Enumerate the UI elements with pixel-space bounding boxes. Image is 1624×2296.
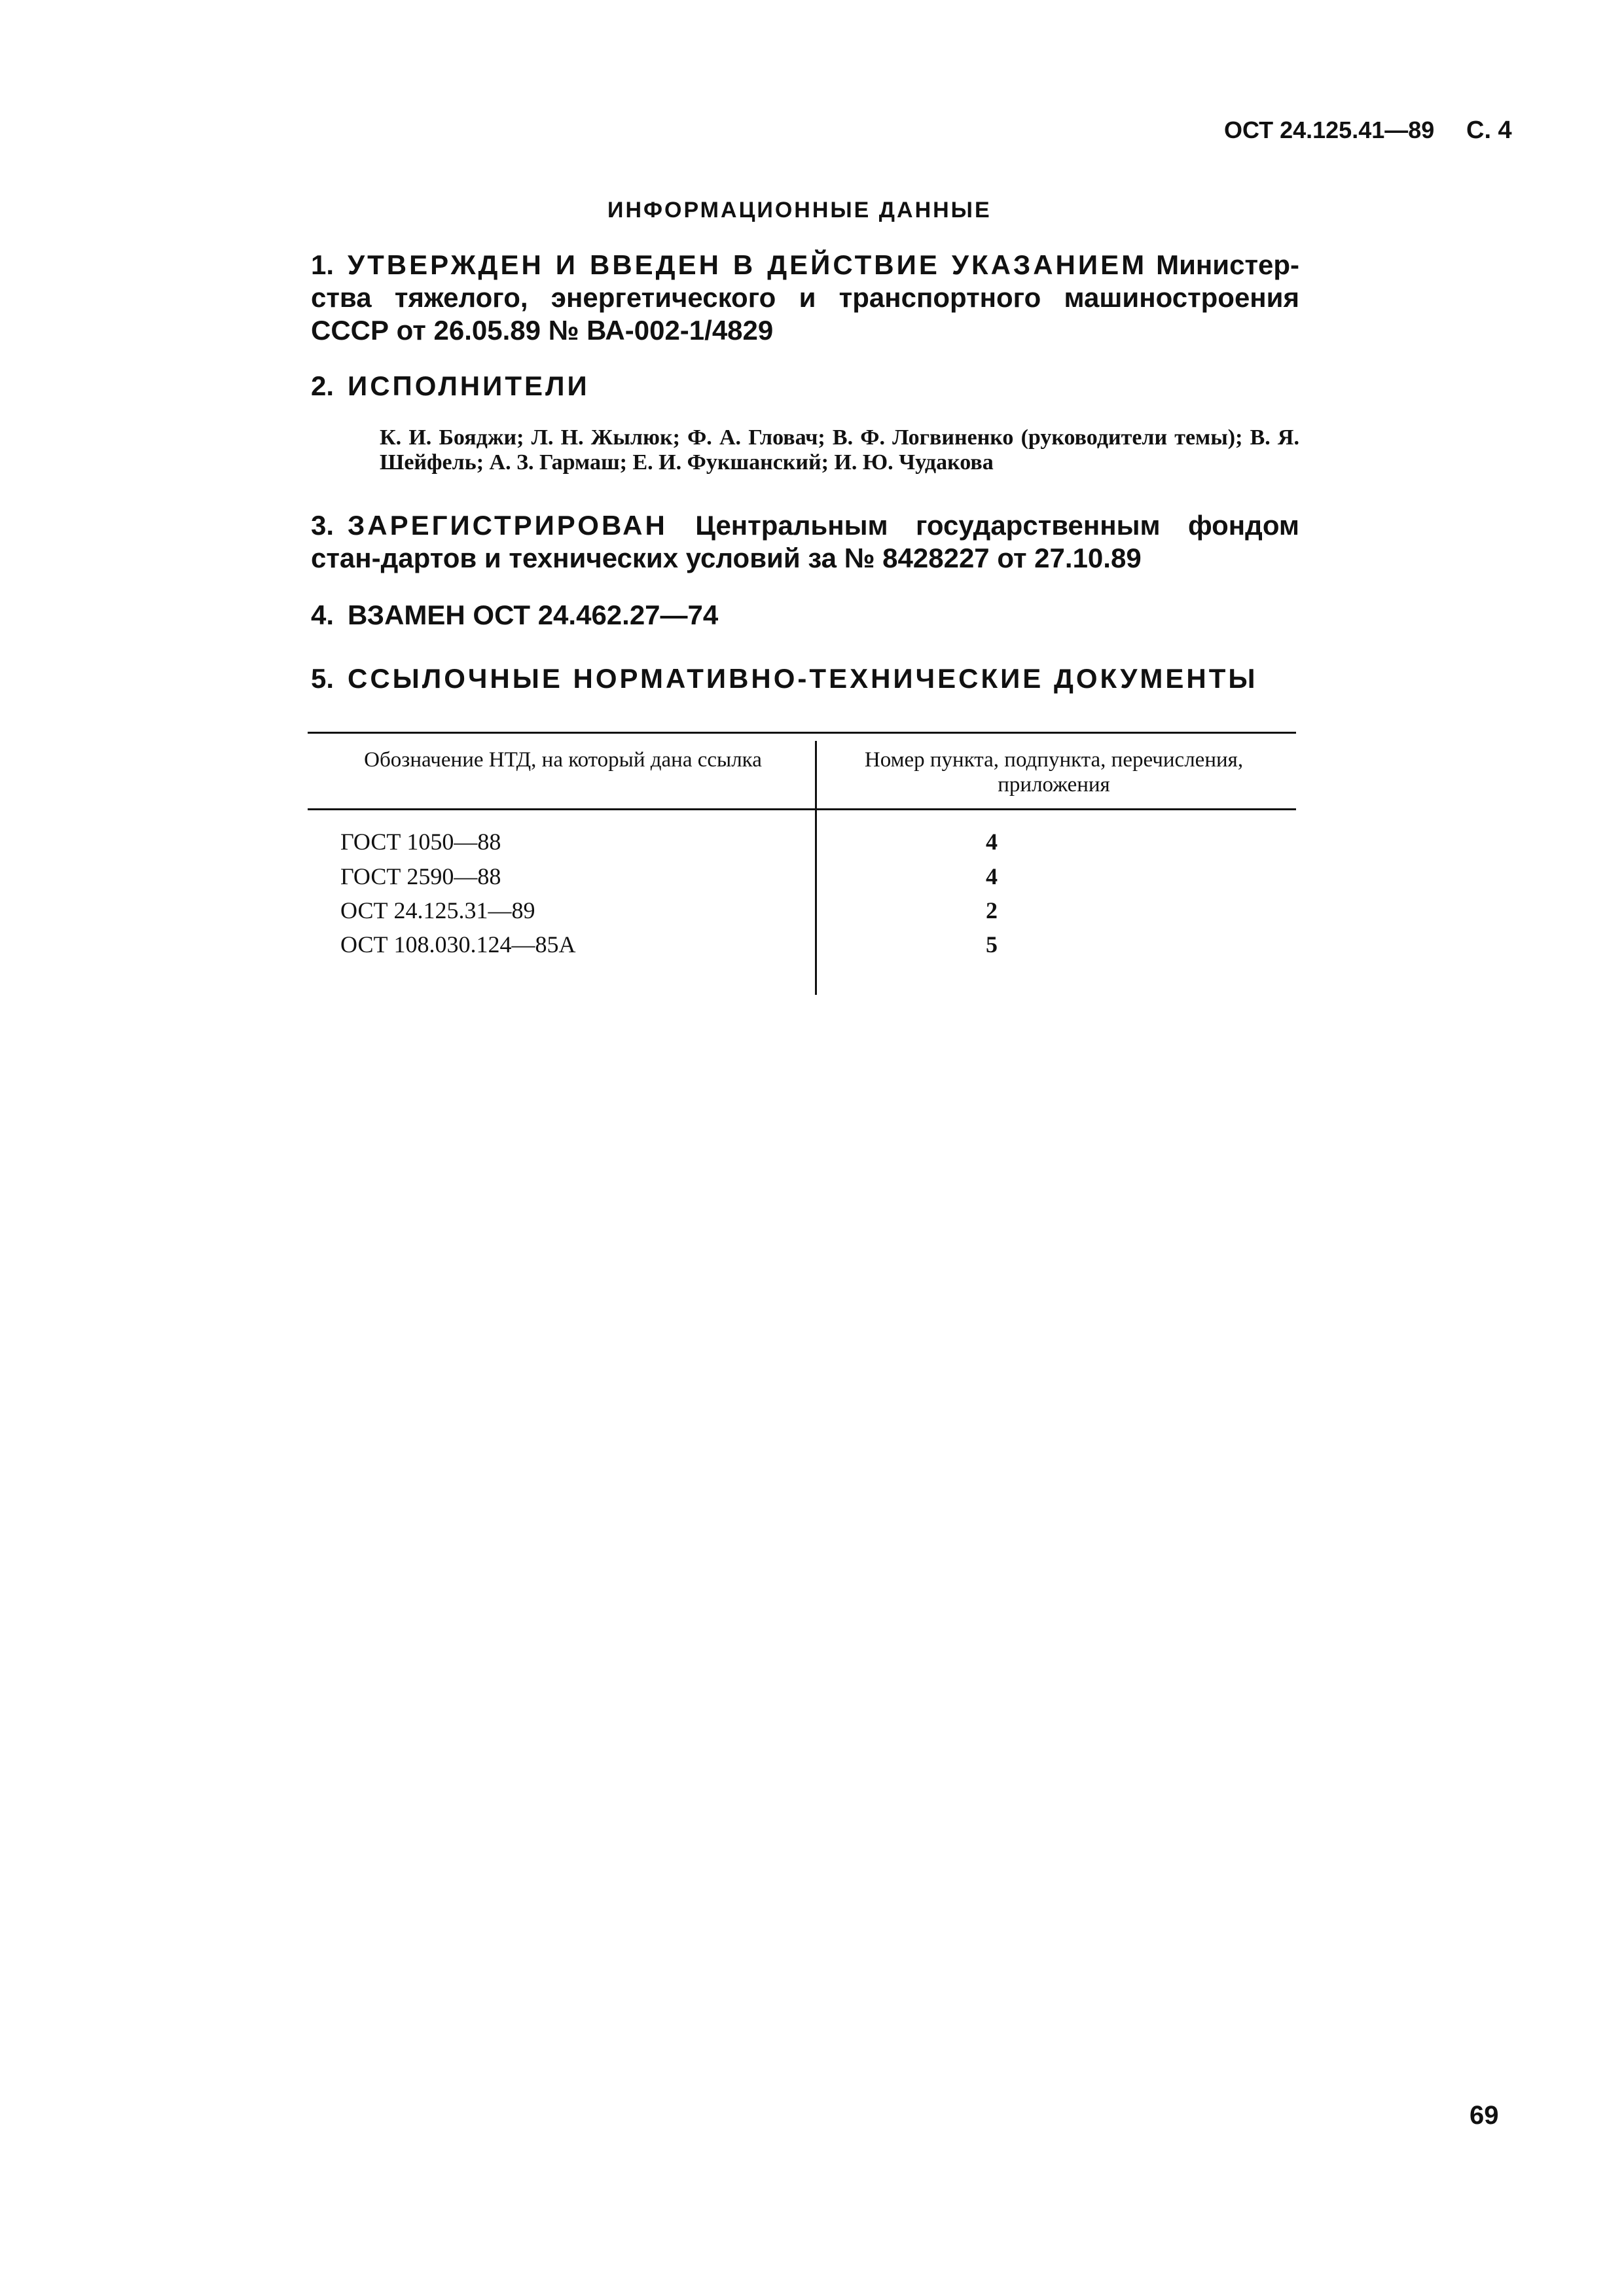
table-row (340, 931, 998, 958)
page-number: 69 (1470, 2101, 1499, 2130)
table-cell-document: ГОСТ 1050—88 (340, 829, 501, 855)
section-heading: ИНФОРМАЦИОННЫЕ ДАННЫЕ (607, 198, 992, 223)
item-text: Министер-ства тяжелого, энергетического и транспортного машиностроения СССР от 26.05.89 № ВА-002-1/4829 (311, 249, 1300, 346)
table-cell-document: ОСТ 24.125.31—89 (340, 897, 535, 924)
item-number: 5. (311, 663, 334, 694)
table-cell-clause: 4 (986, 829, 998, 855)
info-item-approved (311, 249, 1299, 347)
table-header-document: Обозначение НТД, на который дана ссылка (364, 748, 762, 772)
table-row (340, 828, 998, 855)
table-cell-clause: 5 (986, 931, 998, 958)
table-cell-document: ОСТ 108.030.124—85А (340, 931, 576, 958)
table-header-clause: Номер пункта, подпункта, перечисления, приложения (864, 748, 1244, 797)
table-row (340, 863, 998, 890)
info-item-replaces (311, 599, 1299, 632)
item-lead: ВЗАМЕН ОСТ 24.462.27—74 (348, 600, 719, 630)
table-top-rule (308, 732, 1296, 734)
item-lead: ЗАРЕГИСТРИРОВАН (348, 510, 668, 541)
info-item-registered (311, 509, 1299, 575)
performers-list: К. И. Бояджи; Л. Н. Жылюк; Ф. А. Гловач; В. Ф. Логвиненко (руководители темы); В. Я. Шейфель; А. З. Гармаш; Е. И. Фукшанский; И. Ю. Чудакова (380, 425, 1299, 475)
item-number: 2. (311, 370, 334, 401)
info-item-references (311, 662, 1299, 695)
info-item-performers (311, 370, 1299, 403)
table-cell-clause: 2 (986, 897, 998, 924)
page-label: С. 4 (1466, 117, 1512, 144)
item-lead: ИСПОЛНИТЕЛИ (348, 370, 590, 401)
item-number: 1. (311, 249, 334, 280)
table-cell-document: ГОСТ 2590—88 (340, 863, 501, 889)
table-header-rule (308, 808, 1296, 810)
table-row (340, 897, 998, 924)
item-lead: ССЫЛОЧНЫЕ НОРМАТИВНО-ТЕХНИЧЕСКИЕ ДОКУМЕНТЫ (348, 663, 1258, 694)
document-code: ОСТ 24.125.41—89 (1224, 117, 1435, 143)
item-number: 4. (311, 600, 334, 630)
item-text: Центральным государственным фондом стан-дартов и технических условий за № 8428227 от 27.10.89 (311, 510, 1300, 573)
item-lead: УТВЕРЖДЕН И ВВЕДЕН В ДЕЙСТВИЕ УКАЗАНИЕМ (348, 249, 1147, 280)
item-number: 3. (311, 510, 334, 541)
table-cell-clause: 4 (986, 863, 998, 889)
